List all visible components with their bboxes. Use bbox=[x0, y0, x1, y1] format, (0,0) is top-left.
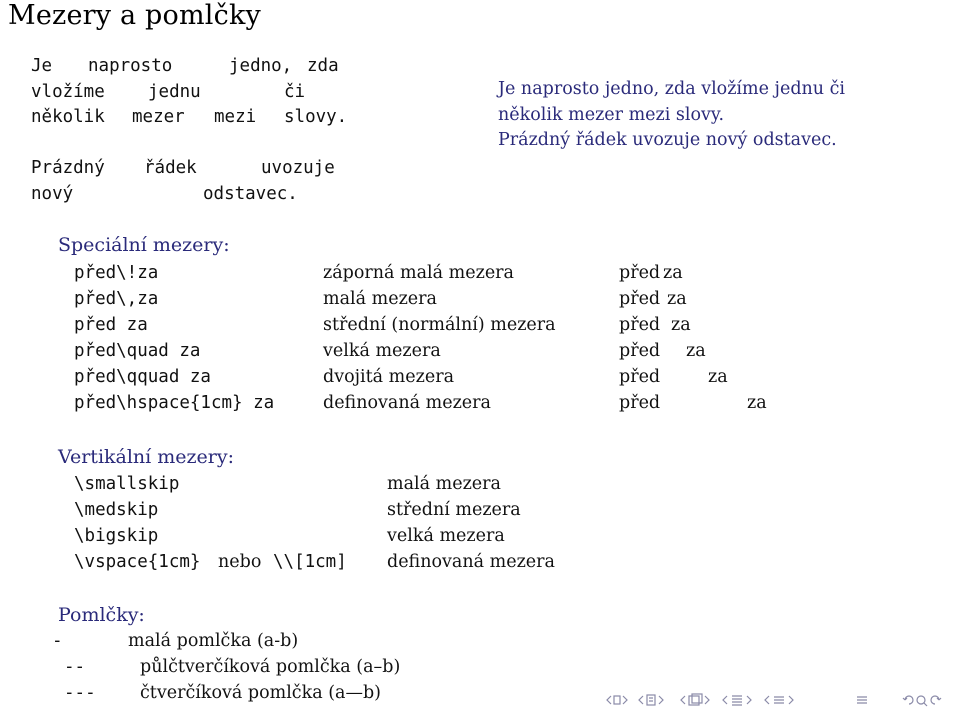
source-line bbox=[31, 156, 335, 182]
description-cell: dvojitá mezera bbox=[323, 367, 455, 387]
command-cell: \smallskip bbox=[74, 474, 180, 494]
dashes-heading: Pomlčky: bbox=[58, 604, 145, 626]
command-cell: před\!za bbox=[74, 263, 159, 283]
example-right: za bbox=[671, 315, 691, 335]
description-cell: půlčtverčíková pomlčka (a–b) bbox=[140, 657, 401, 677]
source-word: mezer bbox=[132, 107, 185, 127]
command-cell: před za bbox=[74, 315, 148, 335]
command-cell: \medskip bbox=[74, 500, 159, 520]
example-left: před bbox=[619, 393, 661, 413]
rendered-example bbox=[498, 77, 845, 154]
description-cell: definovaná mezera bbox=[323, 393, 491, 413]
description-cell: definovaná mezera bbox=[387, 552, 555, 572]
command-cell: \bigskip bbox=[74, 526, 159, 546]
example-right: za bbox=[686, 341, 706, 361]
command-cell: \vspace{1cm} bbox=[74, 552, 201, 572]
prev-section-icon[interactable] bbox=[681, 694, 702, 705]
prev-frame-icon[interactable] bbox=[607, 696, 620, 704]
source-word: vložíme bbox=[31, 81, 105, 102]
source-example bbox=[31, 54, 348, 207]
command-cell: \\[1cm] bbox=[273, 552, 347, 572]
example-right: za bbox=[667, 289, 687, 309]
navigation-bar bbox=[605, 692, 955, 708]
page-title: Mezery a pomlčky bbox=[8, 0, 261, 31]
source-word: zda bbox=[307, 56, 339, 76]
description-cell: velká mezera bbox=[323, 341, 441, 361]
document-icon[interactable] bbox=[857, 697, 867, 703]
description-cell: střední (normální) mezera bbox=[323, 315, 556, 335]
source-word: jednu bbox=[148, 81, 201, 102]
source-word: řádek bbox=[144, 158, 197, 178]
source-word: jedno, bbox=[229, 56, 293, 76]
example-left: před bbox=[619, 289, 661, 309]
toc-icon[interactable] bbox=[723, 696, 751, 705]
rendered-line: několik mezer mezi slovy. bbox=[498, 104, 725, 125]
command-cell: - bbox=[52, 631, 63, 651]
description-cell: čtverčíková pomlčka (a—b) bbox=[140, 683, 381, 703]
rendered-line: Prázdný řádek uvozuje nový odstavec. bbox=[498, 130, 837, 150]
source-word: slovy. bbox=[284, 107, 348, 127]
description-cell: střední mezera bbox=[387, 500, 521, 520]
source-word: uvozuje bbox=[261, 158, 335, 178]
description-cell: malá mezera bbox=[387, 474, 501, 494]
next-subsection-icon[interactable] bbox=[659, 696, 663, 704]
command-cell: před\qquad za bbox=[74, 367, 211, 387]
search-icon[interactable] bbox=[917, 696, 941, 706]
vertical-spaces-heading: Vertikální mezery: bbox=[58, 446, 235, 468]
command-cell: před\,za bbox=[74, 289, 159, 309]
example-left: před bbox=[619, 341, 661, 361]
example-right: za bbox=[747, 393, 767, 413]
source-word: Prázdný bbox=[31, 158, 105, 178]
example-left: před bbox=[619, 263, 661, 283]
description-cell: malá mezera bbox=[323, 289, 437, 309]
command-cell: --- bbox=[64, 683, 96, 703]
next-section-icon[interactable] bbox=[705, 696, 709, 704]
source-word: mezi bbox=[214, 107, 257, 127]
special-spaces-heading: Speciální mezery: bbox=[58, 234, 230, 256]
command-cell: před\hspace{1cm} za bbox=[74, 393, 275, 413]
search-back-icon[interactable] bbox=[903, 696, 913, 704]
navigation-icons bbox=[605, 692, 955, 708]
description-cell: velká mezera bbox=[387, 526, 505, 546]
description-cell: malá pomlčka (a-b) bbox=[128, 631, 299, 651]
source-line bbox=[31, 105, 348, 131]
source-word: několik bbox=[31, 107, 105, 127]
command-cell: před\quad za bbox=[74, 341, 201, 361]
source-word: nový bbox=[31, 183, 74, 204]
source-blank-line bbox=[31, 131, 73, 157]
next-frame-icon[interactable] bbox=[623, 696, 627, 704]
description-cell: záporná malá mezera bbox=[323, 263, 514, 283]
rendered-line: Je naprosto jedno, zda vložíme jednu či bbox=[498, 79, 846, 99]
example-left: před bbox=[619, 367, 661, 387]
source-word: či bbox=[284, 81, 306, 102]
source-word: naprosto bbox=[88, 56, 173, 76]
source-line bbox=[31, 54, 339, 80]
command-cell: -- bbox=[64, 657, 86, 677]
example-right: za bbox=[708, 367, 728, 387]
source-line bbox=[31, 80, 306, 106]
example-right: za bbox=[663, 263, 683, 283]
example-left: před bbox=[619, 315, 661, 335]
source-line bbox=[31, 182, 298, 208]
section-list-icon[interactable] bbox=[765, 696, 793, 704]
source-word: Je bbox=[31, 56, 53, 76]
command-connector: nebo bbox=[218, 552, 262, 572]
source-word: odstavec. bbox=[203, 183, 298, 204]
prev-subsection-icon[interactable] bbox=[639, 695, 655, 705]
